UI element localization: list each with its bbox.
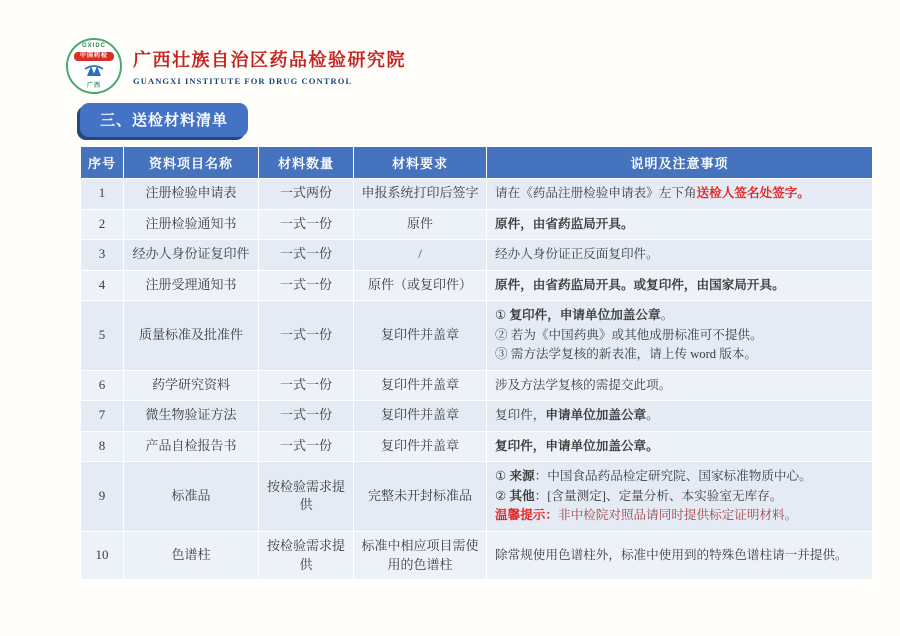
- row-number: 6: [81, 370, 124, 401]
- row-number: 7: [81, 401, 124, 432]
- material-requirement: /: [354, 240, 487, 271]
- row-number: 3: [81, 240, 124, 271]
- material-requirement: 复印件并盖章: [354, 370, 487, 401]
- table-row: [81, 301, 873, 371]
- material-quantity: 一式一份: [259, 370, 354, 401]
- material-quantity: 一式一份: [259, 401, 354, 432]
- note-cell: ① 来源：中国食品药品检定研究院、国家标准物质中心。 ② 其他：[含量测定]、定量分析、本实验室无库存。 温馨提示：非中检院对照品请同时提供标定证明材料。: [487, 462, 873, 532]
- material-requirement: 复印件并盖章: [354, 301, 487, 371]
- table-row: [81, 370, 873, 401]
- material-requirement: 申报系统打印后签字: [354, 179, 487, 210]
- org-name-english: GUANGXI INSTITUTE FOR DRUG CONTROL: [133, 76, 353, 86]
- item-name: 产品自检报告书: [124, 431, 259, 462]
- logo-band-text: 中国药检: [74, 52, 114, 61]
- material-requirement: 复印件并盖章: [354, 401, 487, 432]
- logo-arc-text: GXIDC: [81, 43, 106, 49]
- note-cell: 原件，由省药监局开具。或复印件，由国家局开具。: [487, 270, 873, 301]
- item-name: 质量标准及批准件: [124, 301, 259, 371]
- row-number: 1: [81, 179, 124, 210]
- note-cell: 经办人身份证正反面复印件。: [487, 240, 873, 271]
- row-number: 4: [81, 270, 124, 301]
- table-header-row: [81, 147, 873, 179]
- col-header-requirement: 材料要求: [354, 147, 487, 179]
- note-cell: 涉及方法学复核的需提交此项。: [487, 370, 873, 401]
- table-row: [81, 240, 873, 271]
- row-number: 5: [81, 301, 124, 371]
- table-row: [81, 531, 873, 580]
- table-row: [81, 431, 873, 462]
- row-number: 2: [81, 209, 124, 240]
- materials-table: [80, 146, 872, 580]
- material-quantity: 一式一份: [259, 209, 354, 240]
- material-quantity: 一式一份: [259, 301, 354, 371]
- col-header-quantity: 材料数量: [259, 147, 354, 179]
- section-title: 三、送检材料清单: [80, 103, 248, 137]
- table-row: [81, 270, 873, 301]
- item-name: 经办人身份证复印件: [124, 240, 259, 271]
- material-requirement: 标准中相应项目需使用的色谱柱: [354, 531, 487, 580]
- materials-table-body: [81, 179, 873, 580]
- material-quantity: 按检验需求提供: [259, 462, 354, 532]
- item-name: 注册检验通知书: [124, 209, 259, 240]
- table-row: [81, 401, 873, 432]
- row-number: 10: [81, 531, 124, 580]
- material-quantity: 一式一份: [259, 270, 354, 301]
- table-row: [81, 462, 873, 532]
- note-cell: 复印件，申请单位加盖公章。: [487, 401, 873, 432]
- table-row: [81, 209, 873, 240]
- material-quantity: 按检验需求提供: [259, 531, 354, 580]
- logo-bottom-text: 广西: [86, 83, 101, 89]
- col-header-item-name: 资料项目名称: [124, 147, 259, 179]
- material-requirement: 复印件并盖章: [354, 431, 487, 462]
- note-cell: 请在《药品注册检验申请表》左下角送检人签名处签字。: [487, 179, 873, 210]
- material-quantity: 一式一份: [259, 240, 354, 271]
- material-quantity: 一式两份: [259, 179, 354, 210]
- org-header: [66, 38, 406, 94]
- item-name: 微生物验证方法: [124, 401, 259, 432]
- item-name: 注册检验申请表: [124, 179, 259, 210]
- note-cell: ① 复印件，申请单位加盖公章。 ② 若为《中国药典》或其他成册标准可不提供。 ③ 需方法学复核的新表准，请上传 word 版本。: [487, 301, 873, 371]
- org-name-chinese: 广西壮族自治区药品检验研究院: [133, 50, 406, 70]
- note-cell: 原件，由省药监局开具。: [487, 209, 873, 240]
- material-requirement: 原件（或复印件）: [354, 270, 487, 301]
- item-name: 注册受理通知书: [124, 270, 259, 301]
- note-cell: 复印件，申请单位加盖公章。: [487, 431, 873, 462]
- note-cell: 除常规使用色谱柱外，标准中使用到的特殊色谱柱请一并提供。: [487, 531, 873, 580]
- item-name: 药学研究资料: [124, 370, 259, 401]
- item-name: 标准品: [124, 462, 259, 532]
- item-name: 色谱柱: [124, 531, 259, 580]
- col-header-notes: 说明及注意事项: [487, 147, 873, 179]
- table-row: [81, 179, 873, 210]
- col-header-number: 序号: [81, 147, 124, 179]
- institute-logo-icon: [66, 38, 122, 94]
- row-number: 9: [81, 462, 124, 532]
- material-quantity: 一式一份: [259, 431, 354, 462]
- row-number: 8: [81, 431, 124, 462]
- material-requirement: 原件: [354, 209, 487, 240]
- material-requirement: 完整未开封标准品: [354, 462, 487, 532]
